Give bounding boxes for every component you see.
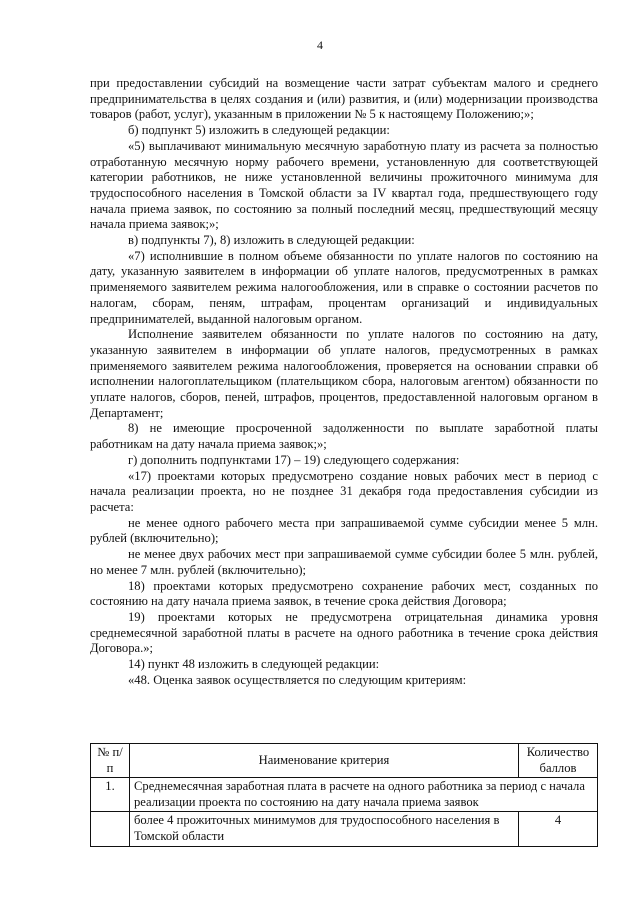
row-criterion: более 4 прожиточных минимумов для трудоспособного населения в Томской области — [130, 812, 519, 846]
criteria-table — [90, 743, 598, 847]
page-number: 4 — [317, 38, 323, 52]
paragraph: «48. Оценка заявок осуществляется по следующим критериям: — [128, 672, 467, 687]
header-criterion: Наименование критерия — [130, 744, 519, 778]
paragraph: б) подпункт 5) изложить в следующей редакции: — [128, 123, 390, 138]
row-score: 4 — [519, 812, 598, 846]
paragraph: не менее одного рабочего места при запрашиваемой сумме субсидии менее 5 млн. рублей (включительно); — [90, 515, 598, 546]
header-score: Количество баллов — [519, 744, 598, 778]
table-header-row — [91, 744, 598, 778]
paragraph: Исполнение заявителем обязанности по уплате налогов по состоянию на дату, указанную заявителем в информации об уплате налогов, предусмотренных в рамках применяемого заявителем режима налогообложения, проверяется на основании справки об исполнении налогоплательщиком (плательщиком сбора, налоговым агентом) обязанности по уплате налогов, сборов, пеней, штрафов, процентов, предоставленной налоговым органом в Департамент; — [90, 327, 598, 420]
paragraph: при предоставлении субсидий на возмещение части затрат субъектам малого и среднего предпринимательства в целях создания и (или) развития, и (или) модернизации производства товаров (работ, услуг), указанным в приложении № 5 к настоящему Положению;»; — [90, 76, 598, 122]
document-body — [90, 76, 598, 688]
paragraph: не менее двух рабочих мест при запрашиваемой сумме субсидии более 5 млн. рублей, но менее 7 млн. рублей (включительно); — [90, 547, 598, 577]
paragraph: «7) исполнившие в полном объеме обязанности по уплате налогов по состоянию на дату, указанную заявителем в информации об уплате налогов, предусмотренных в рамках применяемого заявителем режима налогообложения, или в справке о состоянии расчетов по налогам, сборам, пеням, штрафам, процентам организаций и индивидуальных предпринимателей, выданной налоговым органом. — [90, 248, 598, 326]
row-criterion: Среднемесячная заработная плата в расчете на одного работника за период с начала реализации проекта по состоянию на дату начала приема заявок — [130, 778, 598, 812]
paragraph: в) подпункты 7), 8) изложить в следующей редакции: — [128, 233, 415, 248]
paragraph: 18) проектами которых предусмотрено сохранение рабочих мест, созданных по состоянию на дату начала приема заявок, в течение срока действия Договора; — [90, 578, 598, 609]
paragraph: 19) проектами которых не предусмотрена отрицательная динамика уровня среднемесячной заработной платы в расчете на одного работника в течение срока действия Договора.»; — [90, 609, 598, 656]
table-row — [91, 778, 598, 812]
table-row — [91, 812, 598, 846]
paragraph: 14) пункт 48 изложить в следующей редакции: — [128, 657, 380, 672]
paragraph: «17) проектами которых предусмотрено создание новых рабочих мест в период с начала реализации проекта, но не позднее 31 декабря года предоставления субсидии из расчета: — [90, 468, 598, 514]
paragraph: г) дополнить подпунктами 17) – 19) следующего содержания: — [128, 452, 460, 467]
header-num: № п/п — [91, 744, 130, 778]
row-num: 1. — [91, 778, 130, 812]
row-num — [91, 812, 130, 846]
paragraph: 8) не имеющие просроченной задолженности по выплате заработной платы работникам на дату начала приема заявок;»; — [90, 421, 598, 452]
paragraph: «5) выплачивают минимальную месячную заработную плату из расчета за полностью отработанную месячную норму рабочего времени, установленную для соответствующей категории работников, не ниже установленной величины прожиточного минимума для трудоспособного населения в Томской области за IV квартал года, предшествующего году начала приема заявок, по состоянию за полный последний месяц, предшествующий месяцу начала приема заявок;»; — [90, 138, 598, 232]
